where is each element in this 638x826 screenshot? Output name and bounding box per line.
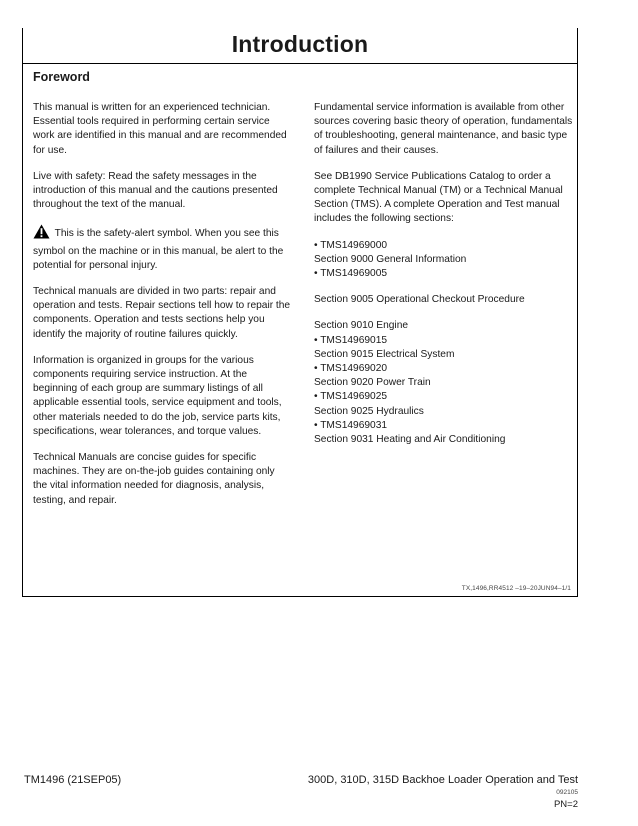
paragraph: Technical Manuals are concise guides for specific machines. They are on-the-job guides containing only the vital information needed for diagnosis, analysis, testing, and repair. xyxy=(33,452,275,506)
list-item: Section 9031 Heating and Air Conditioning xyxy=(314,434,506,446)
left-column xyxy=(33,101,291,520)
list-item: • TMS14969031 xyxy=(314,419,388,431)
safety-alert-icon xyxy=(33,224,50,244)
page-title: Introduction xyxy=(231,31,369,57)
list-item: • TMS14969000 xyxy=(314,239,388,251)
list-item: Section 9005 Operational Checkout Procedure xyxy=(314,294,525,306)
list-item: Section 9025 Hydraulics xyxy=(314,405,424,417)
paragraph: See DB1990 Service Publications Catalog to order a complete Technical Manual (TM) or a Technical Manual Section (TMS). A complete Operation and Test manual includes the following sections: xyxy=(314,170,563,225)
list-item: • TMS14969005 xyxy=(314,268,388,280)
footer-date: 092105 xyxy=(556,789,578,796)
safety-alert-paragraph xyxy=(33,224,291,273)
list-item: Section 9000 General Information xyxy=(314,253,467,265)
list-item: • TMS14969025 xyxy=(314,391,388,403)
reference-code: TX,1496,RR4512 –19–20JUN94–1/1 xyxy=(461,585,571,592)
safety-alert-text: This is the safety-alert symbol. When you see this symbol on the machine or in this manual, be alert to the potential for personal injury. xyxy=(33,228,284,271)
paragraph: Live with safety: Read the safety messages in the introduction of this manual and the cautions presented throughout the text of the manual. xyxy=(33,170,278,211)
section-heading: Foreword xyxy=(33,70,90,84)
list-item: Section 9010 Engine xyxy=(314,320,409,332)
list-item: Section 9020 Power Train xyxy=(314,377,431,389)
section-list xyxy=(314,239,576,282)
list-item: • TMS14969020 xyxy=(314,363,388,375)
title-bar xyxy=(22,28,578,64)
footer-manual-id: TM1496 (21SEP05) xyxy=(24,774,122,786)
right-column xyxy=(314,101,576,447)
paragraph: Technical manuals are divided in two parts: repair and operation and tests. Repair sections tell how to repair the components. Operation and tests sections help you identify the majority of routine failures quickly. xyxy=(33,286,291,340)
page-number: PN=2 xyxy=(553,799,578,810)
paragraph: Fundamental service information is available from other sources covering basic theory of operation, fundamentals of troubleshooting, general maintenance, and basic type of failures and their causes. xyxy=(314,102,573,156)
footer-manual-title: 300D, 310D, 315D Backhoe Loader Operation and Test xyxy=(307,774,578,786)
list-item: • TMS14969015 xyxy=(314,334,388,346)
foreword-section xyxy=(22,63,578,597)
section-list xyxy=(314,319,576,447)
list-item: Section 9015 Electrical System xyxy=(314,348,455,360)
paragraph: This manual is written for an experienced technician. Essential tools required in performing certain service work are identified in this manual and are recommended for use. xyxy=(33,102,287,156)
paragraph: Information is organized in groups for the various components requiring service instruction. At the beginning of each group are summary listings of all applicable essential tools, service equipment and tools, other materials needed to do the job, service parts kits, specifications, wear tolerances, and torque values. xyxy=(33,354,282,437)
